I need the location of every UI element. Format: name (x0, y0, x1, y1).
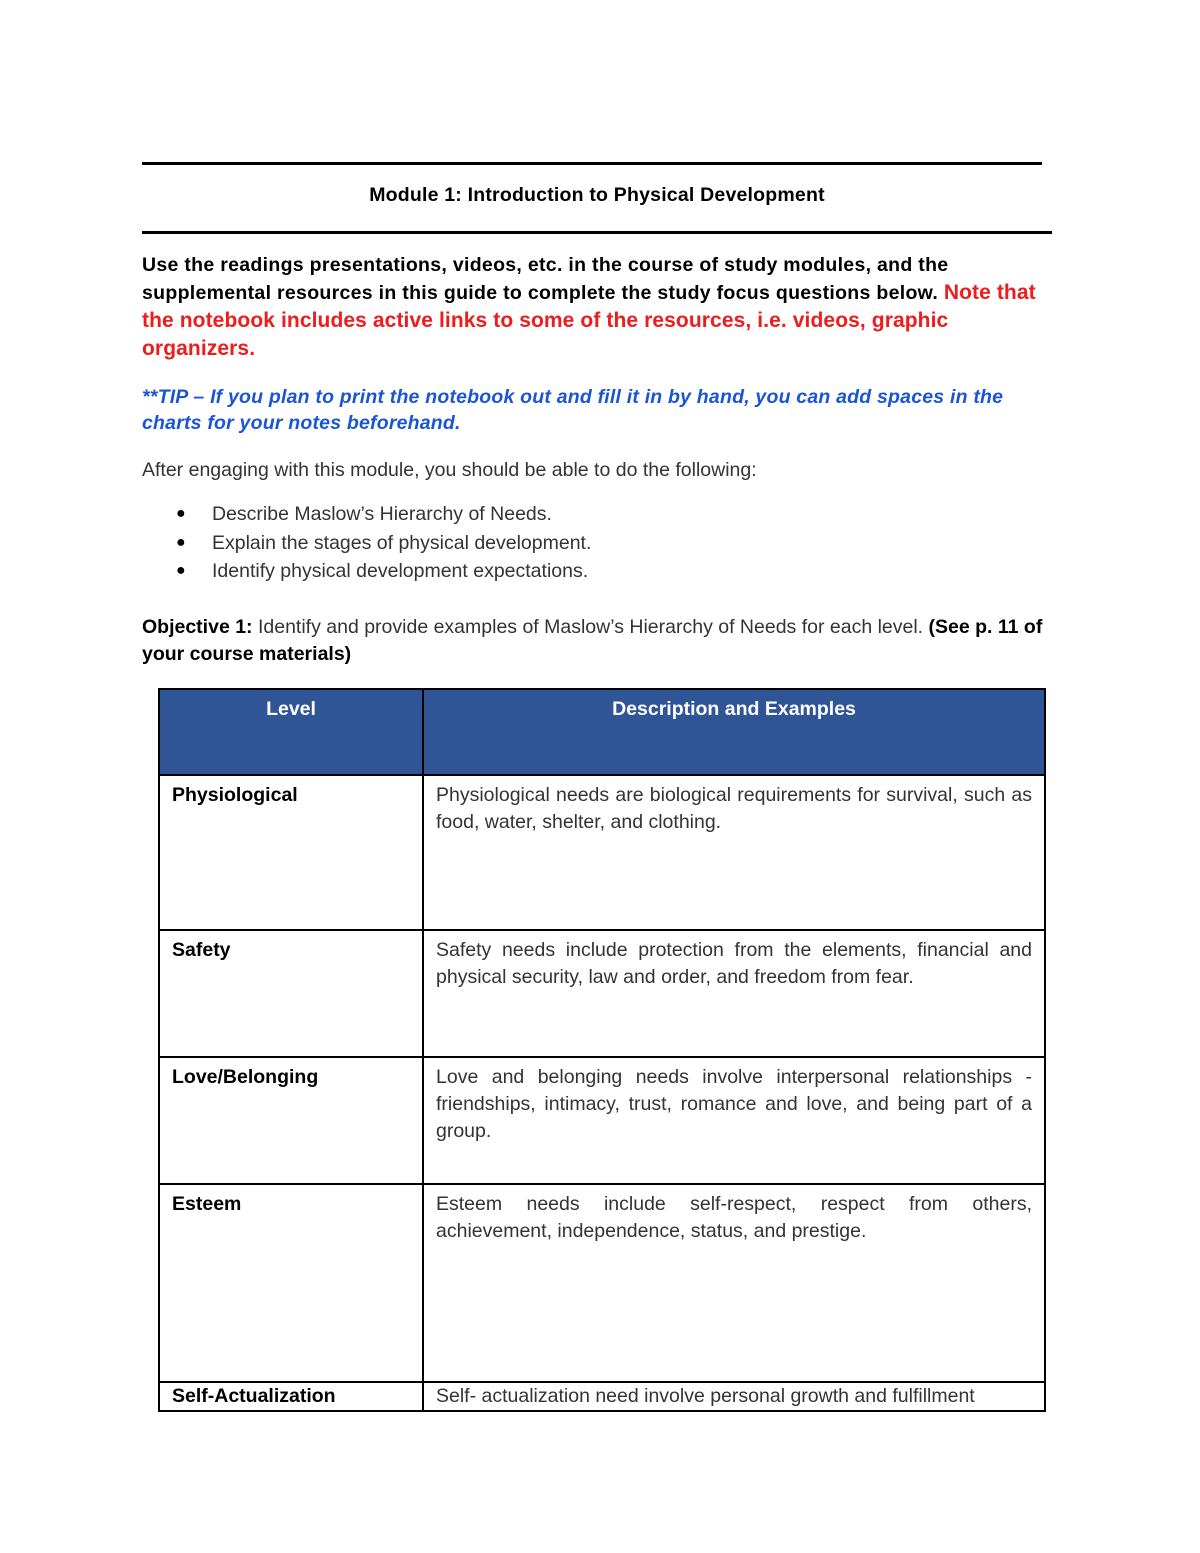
bullet-icon: ● (176, 533, 186, 551)
bullet-icon: ● (176, 562, 186, 579)
level-cell: Self-Actualization (159, 1382, 423, 1411)
header-description: Description and Examples (423, 689, 1045, 775)
outcomes-list (142, 500, 591, 586)
table-header-row (159, 689, 1045, 775)
description-cell[interactable]: Safety needs include protection from the elements, financial and physical security, law and order, and freedom from fear. (423, 930, 1045, 1057)
level-cell: Esteem (159, 1184, 423, 1382)
outcome-text: Describe Maslow’s Hierarchy of Needs. (212, 503, 552, 525)
list-item (142, 557, 591, 586)
table-row (159, 775, 1045, 930)
level-cell: Physiological (159, 775, 423, 930)
table-row (159, 1057, 1045, 1184)
outcomes-intro: After engaging with this module, you should be able to do the following: (142, 459, 757, 481)
header-level: Level (159, 689, 423, 775)
list-item (142, 500, 591, 529)
top-divider-rule (142, 162, 1042, 165)
description-cell[interactable]: Love and belonging needs involve interpersonal relationships - friendships, intimacy, trust, romance and love, and being part of a group. (423, 1057, 1045, 1184)
table-row (159, 930, 1045, 1057)
outcome-text: Identify physical development expectations. (212, 560, 589, 582)
table-row (159, 1382, 1045, 1411)
intro-instructions: Use the readings presentations, videos, etc. in the course of study modules, and the supplemental resources in this guide to complete the study focus questions below. (142, 254, 949, 304)
outcome-text: Explain the stages of physical development. (212, 531, 592, 554)
level-cell: Love/Belonging (159, 1057, 423, 1184)
tip-paragraph: **TIP – If you plan to print the notebook out and fill it in by hand, you can add spaces in the charts for your notes beforehand. (142, 386, 1004, 434)
list-item (142, 529, 591, 558)
description-cell[interactable]: Physiological needs are biological requirements for survival, such as food, water, shelter, and clothing. (423, 775, 1045, 930)
title-divider-rule (142, 231, 1052, 234)
objective-paragraph (142, 614, 1067, 668)
objective-reference: (See p. 11 of your course materials) (142, 616, 1043, 665)
level-cell: Safety (159, 930, 423, 1057)
maslow-needs-table (158, 688, 1046, 1412)
description-cell[interactable]: Esteem needs include self-respect, respect from others, achievement, independence, status, and prestige. (423, 1184, 1045, 1382)
objective-text: Identify and provide examples of Maslow’s Hierarchy of Needs for each level. (257, 616, 924, 638)
bullet-icon: ● (176, 505, 186, 522)
intro-paragraph (142, 252, 1062, 363)
page-title: Module 1: Introduction to Physical Development (369, 184, 825, 206)
table-row (159, 1184, 1045, 1382)
description-cell[interactable]: Self- actualization need involve personal growth and fulfillment (423, 1382, 1045, 1411)
objective-label: Objective 1: (142, 616, 253, 638)
intro-note: Note that the notebook includes active links to some of the resources, i.e. videos, graphic organizers. (142, 281, 1036, 360)
